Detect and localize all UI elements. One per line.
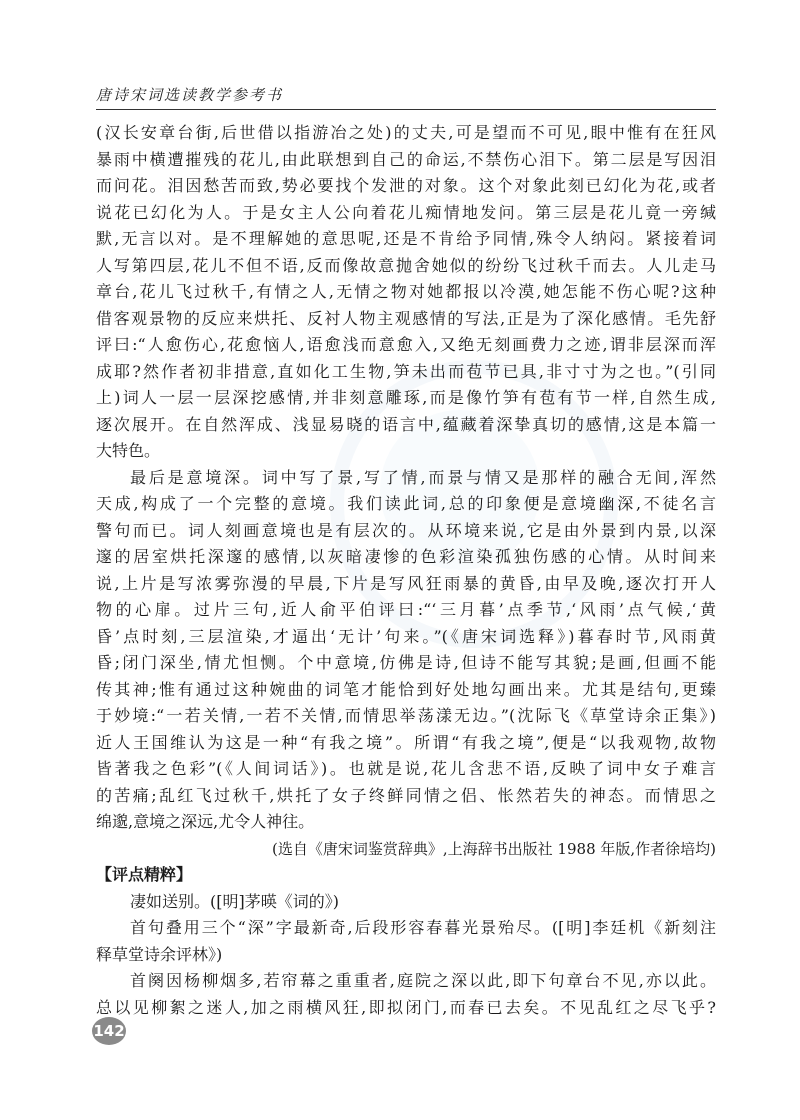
text-line: 默,无言以对。是不理解她的意思呢,还是不肯给予同情,殊令人纳闷。紧接着词 [96, 229, 716, 248]
text-line: 总以见柳絮之迷人,加之雨横风狂,即拟闭门,而春已去矣。不见乱红之尽飞乎? [96, 997, 716, 1017]
page-number: 142 [92, 1017, 126, 1045]
text-line: 传其神;惟有通过这种婉曲的词笔才能恰到好处地勾画出来。尤其是结句,更臻 [96, 679, 716, 699]
header-rule [96, 109, 716, 110]
text-line: 首阕因杨柳烟多,若帘幕之重重者,庭院之深以此,即下句章台不见,亦以此。 [130, 971, 716, 990]
text-line: 皆著我之色彩”(《人间词话》)。也就是说,花儿含悲不语,反映了词中女子难言 [96, 759, 716, 778]
text-line: 的苦痛;乱红飞过秋千,烘托了女子终鲜同情之侣、怅然若失的神态。而情思之 [96, 785, 716, 805]
text-line: 说花已幻化为人。于是女主人公向着花儿痴情地发问。第三层是花儿竟一旁缄 [96, 202, 716, 222]
text-line: 人写第四层,花儿不但不语,反而像故意抛舍她似的纷纷飞过秋千而去。人儿走马 [96, 255, 716, 275]
text-line: 章台,花儿飞过秋千,有情之人,无情之物对她都报以冷漠,她怎能不伤心呢?这种 [96, 282, 716, 301]
text-line: 物的心扉。过片三句,近人俞平伯评曰:“‘三月暮’点季节,‘风雨’点气候,‘黄 [96, 600, 716, 619]
text-line: 于妙境:“一若关情,一若不关情,而情思举荡漾无边。”(沈际飞《草堂诗余正集》) [96, 706, 716, 725]
text-line: 成耶?然作者初非措意,直如化工生物,笋未出而苞节已具,非寸寸为之也。”(引同 [96, 361, 716, 381]
text-line: 借客观景物的反应来烘托、反衬人物主观感情的写法,正是为了深化感情。毛先舒 [96, 308, 716, 328]
text-line: 凄如送别。([明]茅暎《词的》) [130, 891, 339, 911]
source-citation: (选自《唐宋词鉴赏辞典》,上海辞书出版社 1988 年版,作者徐培均) [272, 839, 716, 858]
text-line: 评曰:“人愈伤心,花愈恼人,语愈浅而意愈入,又绝无刻画费力之迹,谓非层深而浑 [96, 335, 716, 354]
text-line: 警句而已。词人刻画意境也是有层次的。从环境来说,它是由外景到内景,以深 [96, 520, 716, 540]
text-line: 近人王国维认为这是一种“有我之境”。所谓“有我之境”,便是“以我观物,故物 [96, 732, 716, 752]
text-line: 逐次展开。在自然浑成、浅显易晓的语言中,蕴藏着深挚真切的感情,这是本篇一 [96, 414, 716, 434]
text-line: 而问花。泪因愁苦而致,势必要找个发泄的对象。这个对象此刻已幻化为花,或者 [96, 176, 716, 195]
text-line: 释草堂诗余评林》) [96, 944, 223, 964]
text-line: (汉长安章台街,后世借以指游冶之处)的丈夫,可是望而不可见,眼中惟有在狂风 [96, 123, 716, 142]
section-heading: 【评点精粹】 [96, 865, 193, 884]
text-line: 暴雨中横遭摧残的花儿,由此联想到自己的命运,不禁伤心泪下。第二层是写因泪 [96, 149, 716, 169]
text-line: 天成,构成了一个完整的意境。我们读此词,总的印象便是意境幽深,不徒名言 [96, 494, 716, 513]
text-line: 说,上片是写浓雾弥漫的早晨,下片是写风狂雨暴的黄昏,由早及晚,逐次打开人 [96, 573, 716, 593]
text-line: 绵邈,意境之深远,尤令人神往。 [96, 812, 315, 831]
text-line: 大特色。 [96, 441, 161, 460]
text-line: 邃的居室烘托深邃的感情,以灰暗凄惨的色彩渲染孤独伤感的心情。从时间来 [96, 547, 716, 566]
text-line: 上)词人一层一层深挖感情,并非刻意雕琢,而是像竹笋有苞有节一样,自然生成, [96, 388, 716, 407]
text-line: 昏;闭门深坐,情尤怛恻。个中意境,仿佛是诗,但诗不能写其貌;是画,但画不能 [96, 653, 716, 672]
text-line: 最后是意境深。词中写了景,写了情,而景与情又是那样的融合无间,浑然 [130, 467, 716, 487]
running-head: 唐诗宋词选读教学参考书 [96, 86, 284, 104]
body-text [96, 120, 716, 1021]
text-line: 首句叠用三个“深”字最新奇,后段形容春暮光景殆尽。([明]李廷机《新刻注 [130, 918, 716, 937]
text-line: 昏’点时刻,三层渲染,才逼出‘无计’句来。”(《唐宋词选释》)暮春时节,风雨黄 [96, 626, 716, 646]
